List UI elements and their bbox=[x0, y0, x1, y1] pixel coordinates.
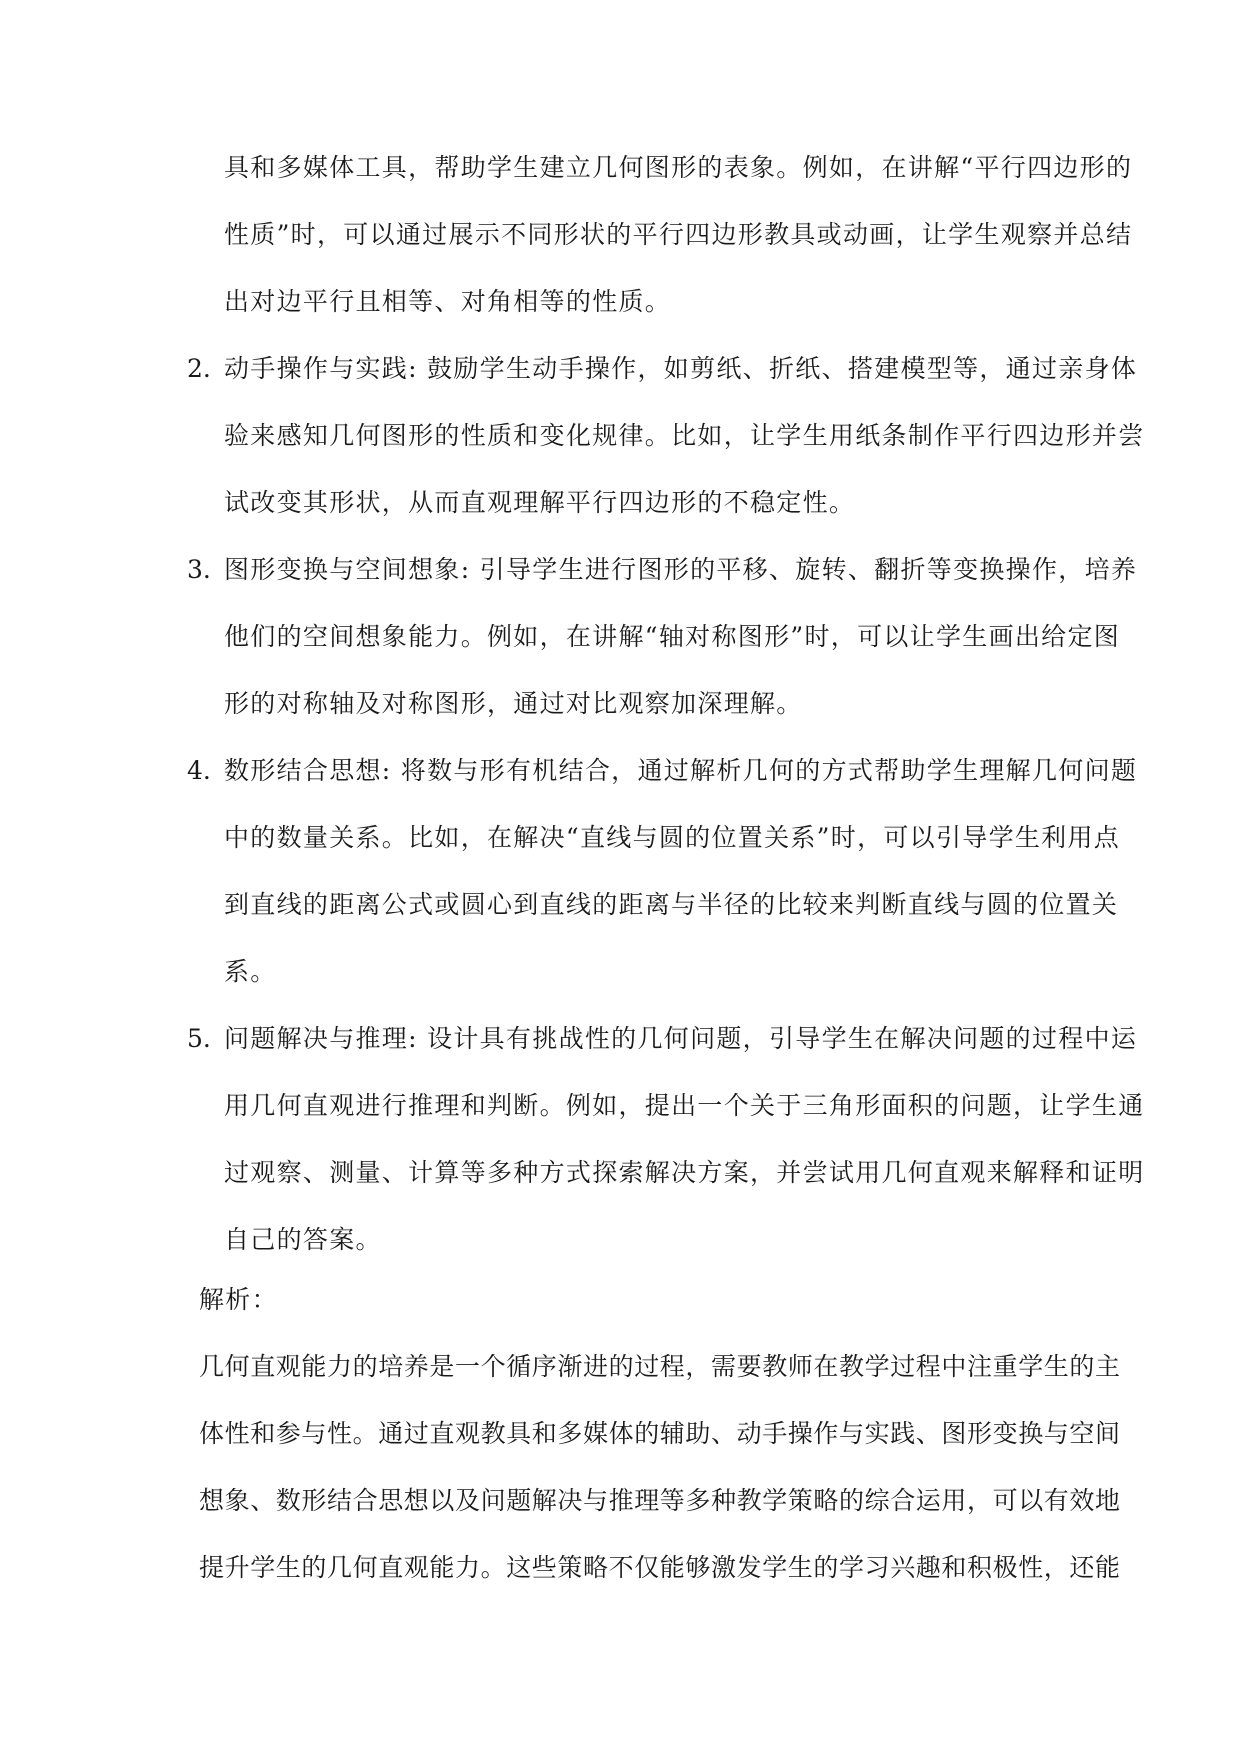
analysis-line-4: 提升学生的几何直观能力。这些策略不仅能够激发学生的学习兴趣和积极性，还能 bbox=[199, 1553, 1121, 1582]
list-item-2-line-2: 验来感知几何图形的性质和变化规律。比如，让学生用纸条制作平行四边形并尝 bbox=[224, 421, 1145, 450]
list-item-3-line-1: 图形变换与空间想象: 引导学生进行图形的平移、旋转、翻折等变换操作，培养 bbox=[224, 555, 1138, 584]
list-item-5-line-4: 自己的答案。 bbox=[224, 1225, 382, 1254]
analysis-line-1: 几何直观能力的培养是一个循序渐进的过程，需要教师在教学过程中注重学生的主 bbox=[199, 1352, 1121, 1381]
list-item-2-line-3: 试改变其形状，从而直观理解平行四边形的不稳定性。 bbox=[224, 488, 856, 517]
list-item-5-number: 5. bbox=[187, 1024, 211, 1053]
list-item-1-line-1: 具和多媒体工具，帮助学生建立几何图形的表象。例如，在讲解“平行四边形的 bbox=[224, 153, 1133, 182]
list-item-5-line-1: 问题解决与推理: 设计具有挑战性的几何问题，引导学生在解决问题的过程中运 bbox=[224, 1024, 1138, 1053]
list-item-5-line-2: 用几何直观进行推理和判断。例如，提出一个关于三角形面积的问题，让学生通 bbox=[224, 1091, 1145, 1120]
analysis-line-2: 体性和参与性。通过直观教具和多媒体的辅助、动手操作与实践、图形变换与空间 bbox=[199, 1419, 1121, 1448]
analysis-heading: 解析： bbox=[199, 1285, 278, 1314]
list-item-3-line-3: 形的对称轴及对称图形，通过对比观察加深理解。 bbox=[224, 689, 803, 718]
list-item-4-line-4: 系。 bbox=[224, 957, 277, 986]
list-item-2-number: 2. bbox=[187, 354, 211, 383]
list-item-3-line-2: 他们的空间想象能力。例如，在讲解“轴对称图形”时，可以让学生画出给定图 bbox=[224, 622, 1121, 651]
list-item-1-line-2: 性质”时，可以通过展示不同形状的平行四边形教具或动画，让学生观察并总结 bbox=[224, 220, 1133, 249]
list-item-3-number: 3. bbox=[187, 555, 211, 584]
list-item-4-line-3: 到直线的距离公式或圆心到直线的距离与半径的比较来判断直线与圆的位置关 bbox=[224, 890, 1119, 919]
list-item-4-line-1: 数形结合思想: 将数与形有机结合，通过解析几何的方式帮助学生理解几何问题 bbox=[224, 756, 1138, 785]
list-item-2-line-1: 动手操作与实践: 鼓励学生动手操作，如剪纸、折纸、搭建模型等，通过亲身体 bbox=[224, 354, 1138, 383]
list-item-4-number: 4. bbox=[187, 756, 211, 785]
analysis-line-3: 想象、数形结合思想以及问题解决与推理等多种教学策略的综合运用，可以有效地 bbox=[199, 1486, 1121, 1515]
list-item-1-line-3: 出对边平行且相等、对角相等的性质。 bbox=[224, 287, 672, 316]
list-item-5-line-3: 过观察、测量、计算等多种方式探索解决方案，并尝试用几何直观来解释和证明 bbox=[224, 1158, 1145, 1187]
list-item-4-line-2: 中的数量关系。比如，在解决“直线与圆的位置关系”时，可以引导学生利用点 bbox=[224, 823, 1121, 852]
